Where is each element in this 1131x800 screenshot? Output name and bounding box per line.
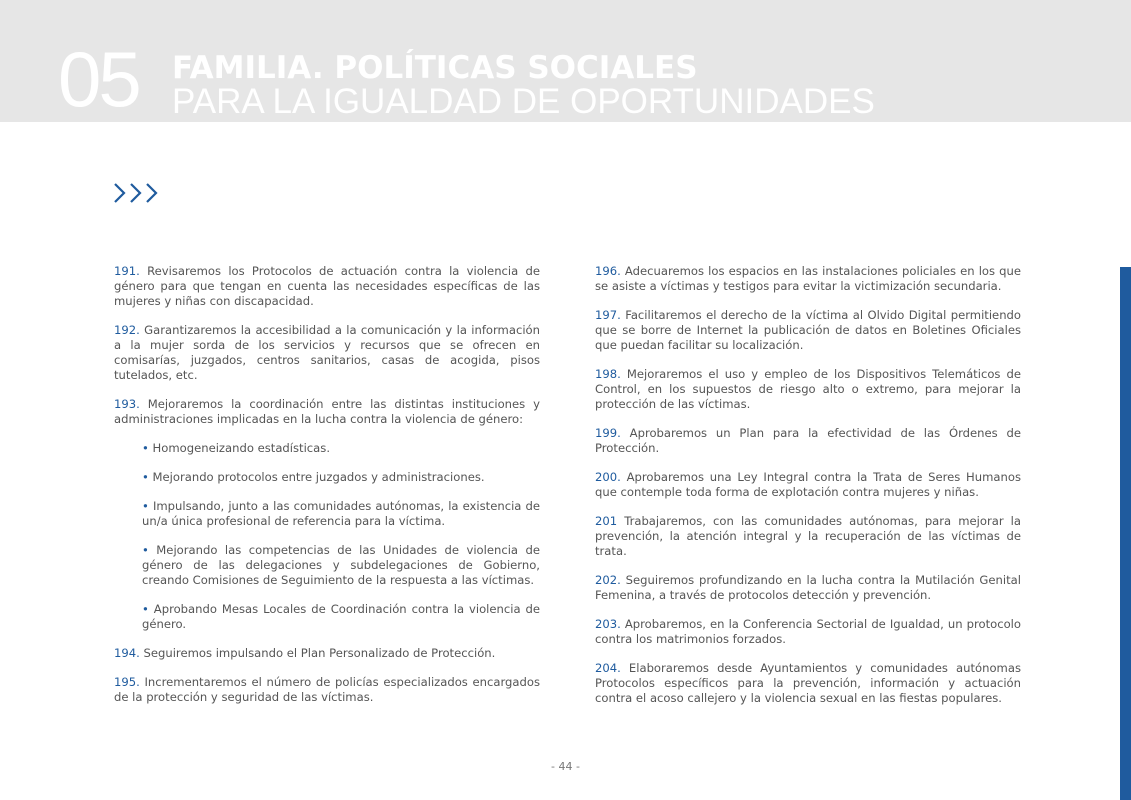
item-number: 192. [114, 323, 140, 337]
chapter-subtitle: PARA LA IGUALDAD DE OPORTUNIDADES [172, 82, 875, 121]
item-text: Facilitaremos el derecho de la víctima al Olvido Digital permitiendo que se borre de Internet la publicación de datos en Boletines Oficiales que puedan facilitar su localización. [595, 308, 1021, 352]
list-item [595, 470, 1021, 500]
bullet-icon: • [142, 499, 149, 513]
item-text: Incrementaremos el número de policías especializados encargados de la protección y seguridad de las víctimas. [114, 675, 540, 704]
sub-item-text: Impulsando, junto a las comunidades autónomas, la existencia de un/a única profesional de referencia para la víctima. [142, 499, 540, 528]
list-item [114, 646, 540, 661]
sub-item-text: Mejorando las competencias de las Unidades de violencia de género de las delegaciones y subdelegaciones de Gobierno, creando Comisiones de Seguimiento de la respuesta a las víctimas. [142, 543, 540, 587]
side-accent-bar [1120, 267, 1131, 800]
item-number: 193. [114, 397, 140, 411]
sub-list-item [142, 441, 540, 456]
item-number: 203. [595, 617, 621, 631]
item-number: 200. [595, 470, 621, 484]
sub-list-item [142, 543, 540, 588]
bullet-icon: • [142, 543, 149, 557]
list-item [595, 514, 1021, 559]
list-item [595, 264, 1021, 294]
item-text: Mejoraremos el uso y empleo de los Dispositivos Telemáticos de Control, en los supuestos de riesgo alto o extremo, para mejorar la protección de las víctimas. [595, 367, 1021, 411]
item-text: Mejoraremos la coordinación entre las distintas instituciones y administraciones implicadas en la lucha contra la violencia de género: [114, 397, 540, 426]
sub-item-text: Homogeneizando estadísticas. [148, 441, 331, 455]
list-item [114, 675, 540, 705]
list-item [114, 264, 540, 309]
item-number: 201 [595, 514, 618, 528]
right-column [595, 264, 1021, 720]
sub-list-item [142, 499, 540, 529]
item-text: Seguiremos impulsando el Plan Personalizado de Protección. [139, 646, 496, 660]
list-item [595, 617, 1021, 647]
bullet-icon: • [142, 441, 149, 455]
sub-list-item [142, 602, 540, 632]
item-text: Garantizaremos la accesibilidad a la comunicación y la información a la mujer sorda de los servicios y recursos que se ofrecen en comisarías, juzgados, centros sanitarios, casas de acogida, pisos tutelados, etc. [114, 323, 540, 382]
item-text: Revisaremos los Protocolos de actuación contra la violencia de género para que tengan en cuenta las necesidades específicas de las mujeres y niñas con discapacidad. [114, 264, 540, 308]
chapter-number: 05 [58, 35, 139, 122]
list-item [595, 426, 1021, 456]
item-text: Aprobaremos un Plan para la efectividad de las Órdenes de Protección. [595, 426, 1021, 455]
item-text: Aprobaremos una Ley Integral contra la Trata de Seres Humanos que contemple toda forma de explotación contra mujeres y niñas. [595, 470, 1021, 499]
item-number: 191. [114, 264, 140, 278]
item-text: Elaboraremos desde Ayuntamientos y comunidades autónomas Protocolos específicos para la prevención, información y actuación contra el acoso callejero y la violencia sexual en las fiestas populares. [595, 661, 1021, 705]
list-item [114, 323, 540, 383]
sub-item-text: Mejorando protocolos entre juzgados y administraciones. [148, 470, 485, 484]
list-item [595, 573, 1021, 603]
sub-list-item [142, 470, 540, 485]
item-number: 198. [595, 367, 621, 381]
list-item [595, 308, 1021, 353]
item-number: 197. [595, 308, 621, 322]
item-text: Adecuaremos los espacios en las instalaciones policiales en los que se asiste a víctimas y testigos para evitar la victimización secundaria. [595, 264, 1021, 293]
bullet-icon: • [142, 602, 149, 616]
list-item [595, 661, 1021, 706]
triple-chevron-icon [112, 181, 162, 205]
list-item [114, 397, 540, 427]
item-number: 202. [595, 573, 621, 587]
chapter-title: FAMILIA. POLÍTICAS SOCIALES [172, 50, 698, 86]
item-number: 196. [595, 264, 621, 278]
list-item [595, 367, 1021, 412]
bullet-icon: • [142, 470, 149, 484]
page-number: - 44 - [551, 760, 580, 773]
item-text: Trabajaremos, con las comunidades autónomas, para mejorar la prevención, la atención integral y la recuperación de las víctimas de trata. [595, 514, 1021, 558]
item-text: Seguiremos profundizando en la lucha contra la Mutilación Genital Femenina, a través de protocolos detección y prevención. [595, 573, 1021, 602]
sub-item-text: Aprobando Mesas Locales de Coordinación contra la violencia de género. [142, 602, 540, 631]
item-number: 199. [595, 426, 621, 440]
left-column [114, 264, 540, 719]
item-number: 195. [114, 675, 140, 689]
item-number: 204. [595, 661, 621, 675]
item-number: 194. [114, 646, 140, 660]
page-header [0, 0, 1131, 122]
item-text: Aprobaremos, en la Conferencia Sectorial de Igualdad, un protocolo contra los matrimonios forzados. [595, 617, 1021, 646]
